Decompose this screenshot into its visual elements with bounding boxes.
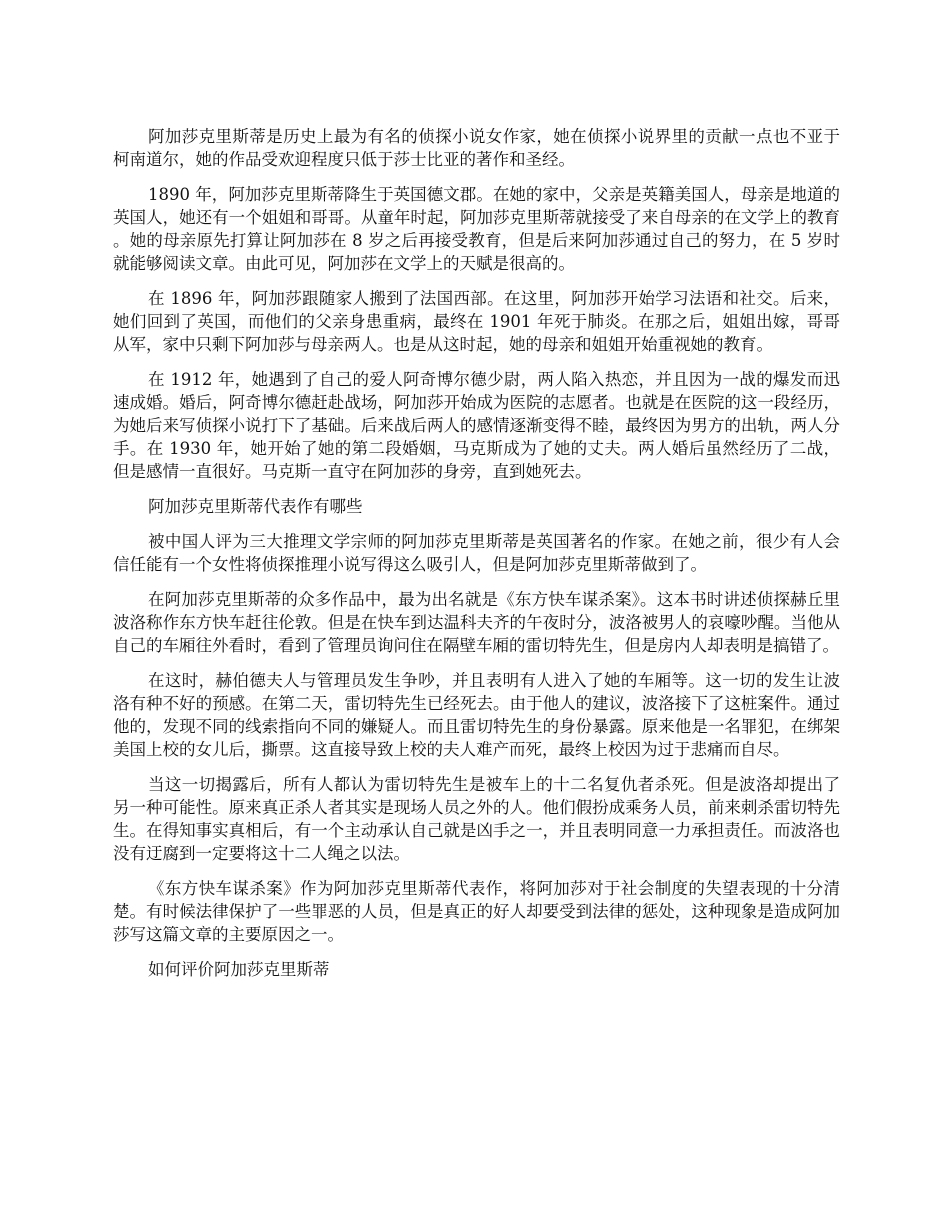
- paragraph-france: 在 1896 年，阿加莎跟随家人搬到了法国西部。在这里，阿加莎开始学习法语和社交。后来，她们回到了英国，而他们的父亲身患重病，最终在 1901 年死于肺炎。在那之后，姐姐出嫁，哥哥从军，家中只剩下阿加莎与母亲两人。也是从这时起，她的母亲和姐姐开始重视她的教育。: [113, 289, 840, 354]
- paragraph-orient-express: 在阿加莎克里斯蒂的众多作品中，最为出名就是《东方快车谋杀案》。这本书时讲述侦探赫丘里波洛称作东方快车赶往伦敦。但是在快车到达温科夫齐的午夜时分，波洛被男人的哀嚎吵醒。当他从自己的车厢往外看时，看到了管理员询问住在隔壁车厢的雷切特先生，但是房内人却表明是搞错了。: [113, 590, 840, 655]
- section-heading-works: 阿加莎克里斯蒂代表作有哪些: [148, 497, 363, 516]
- paragraph-reputation: 被中国人评为三大推理文学宗师的阿加莎克里斯蒂是英国著名的作家。在她之前，很少有人会信任能有一个女性将侦探推理小说写得这么吸引人，但是阿加莎克里斯蒂做到了。: [113, 532, 840, 574]
- paragraph-marriage: 在 1912 年，她遇到了自己的爱人阿奇博尔德少尉，两人陷入热恋，并且因为一战的爆发而迅速成婚。婚后，阿奇博尔德赶赴战场，阿加莎开始成为医院的志愿者。也就是在医院的这一段经历，为她后来写侦探小说打下了基础。后来战后两人的感情逐渐变得不睦，最终因为男方的出轨，两人分手。在 1930 年，她开始了她的第二段婚姻，马克斯成为了她的丈夫。两人婚后虽然经历了二战，但是感情一直很好。马克斯一直守在阿加莎的身旁，直到她死去。: [113, 370, 840, 481]
- section-heading-evaluation: 如何评价阿加莎克里斯蒂: [148, 960, 330, 979]
- paragraph-childhood: 1890 年，阿加莎克里斯蒂降生于英国德文郡。在她的家中，父亲是英籍美国人，母亲是地道的英国人，她还有一个姐姐和哥哥。从童年时起，阿加莎克里斯蒂就接受了来自母亲的在文学上的教育。她的母亲原先打算让阿加莎在 8 岁之后再接受教育，但是后来阿加莎通过自己的努力，在 5 岁时就能够阅读文章。由此可见，阿加莎在文学上的天赋是很高的。: [113, 185, 840, 273]
- paragraph-murder: 在这时，赫伯德夫人与管理员发生争吵，并且表明有人进入了她的车厢等。这一切的发生让波洛有种不好的预感。在第二天，雷切特先生已经死去。由于他人的建议，波洛接下了这桩案件。通过他的，发现不同的线索指向不同的嫌疑人。而且雷切特先生的身份暴露。原来他是一名罪犯，在绑架美国上校的女儿后，撕票。这直接导致上校的夫人难产而死，最终上校因为过于悲痛而自尽。: [113, 671, 840, 759]
- paragraph-revelation: 当这一切揭露后，所有人都认为雷切特先生是被车上的十二名复仇者杀死。但是波洛却提出了另一种可能性。原来真正杀人者其实是现场人员之外的人。他们假扮成乘务人员，前来刺杀雷切特先生。在得知事实真相后，有一个主动承认自己就是凶手之一，并且表明同意一力承担责任。而波洛也没有迂腐到一定要将这十二人绳之以法。: [113, 775, 840, 863]
- paragraph-intro: 阿加莎克里斯蒂是历史上最为有名的侦探小说女作家，她在侦探小说界里的贡献一点也不亚于柯南道尔，她的作品受欢迎程度只低于莎士比亚的著作和圣经。: [113, 127, 840, 169]
- document-body: [113, 125, 840, 993]
- paragraph-significance: 《东方快车谋杀案》作为阿加莎克里斯蒂代表作，将阿加莎对于社会制度的失望表现的十分清楚。有时候法律保护了一些罪恶的人员，但是真正的好人却要受到法律的惩处，这种现象是造成阿加莎写这篇文章的主要原因之一。: [113, 879, 840, 944]
